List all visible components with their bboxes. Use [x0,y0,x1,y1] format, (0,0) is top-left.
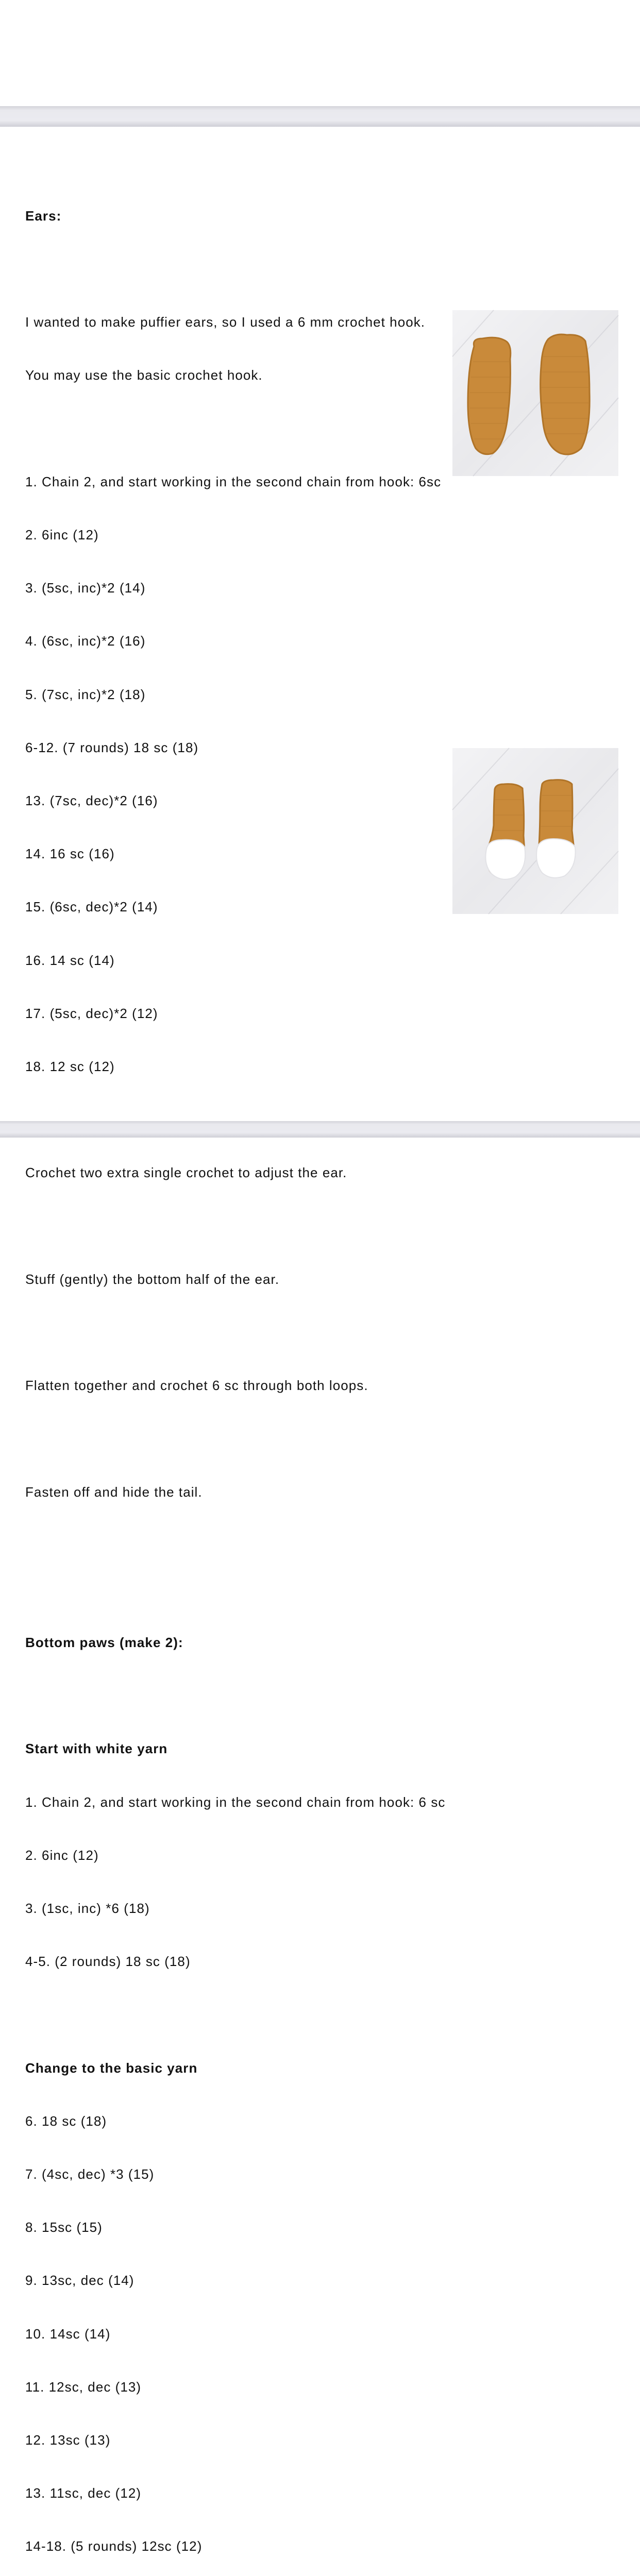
page-separator-bottom [0,1121,640,1138]
paws-change-heading: Change to the basic yarn [25,2060,198,2076]
ears-round: 5. (7sc, inc)*2 (18) [25,686,146,702]
crocheted-paws-photo [452,748,618,914]
paws-round: 13. 11sc, dec (12) [25,2485,142,2501]
paws-round: 1. Chain 2, and start working in the second chain from hook: 6 sc [25,1794,446,1810]
paws-round: 4-5. (2 rounds) 18 sc (18) [25,1954,191,1970]
paw-right-toe [536,839,575,878]
ears-round: 3. (5sc, inc)*2 (14) [25,580,146,596]
paws-round: 3. (1sc, inc) *6 (18) [25,1900,150,1916]
paws-heading: Bottom paws (make 2): [25,1634,183,1650]
paws-round: 11. 12sc, dec (13) [25,2379,142,2395]
ear-left [468,337,511,454]
paws-round: 7. (4sc, dec) *3 (15) [25,2166,155,2182]
paws-round: 10. 14sc (14) [25,2326,111,2342]
ears-round: 13. (7sc, dec)*2 (16) [25,793,158,809]
crocheted-ears-photo [452,310,618,476]
ears-round: 16. 14 sc (14) [25,952,115,968]
ears-round: 18. 12 sc (12) [25,1059,115,1075]
paws-start-heading: Start with white yarn [25,1741,168,1757]
ears-round: 2. 6inc (12) [25,527,99,543]
paws-round: 2. 6inc (12) [25,1847,99,1863]
ears-round: 15. (6sc, dec)*2 (14) [25,899,158,915]
ears-round: 4. (6sc, inc)*2 (16) [25,633,146,649]
paws-illustration [452,748,618,914]
paws-round: 14-18. (5 rounds) 12sc (12) [25,2538,203,2554]
ear-right [541,334,590,454]
ears-heading: Ears: [25,208,62,224]
paw-left-toe [485,840,525,879]
pattern-content [25,172,445,2576]
ears-note: Flatten together and crochet 6 sc through both loops. [25,1378,368,1394]
ears-note: Stuff (gently) the bottom half of the ear. [25,1271,280,1287]
page-separator-top [0,106,640,127]
ears-note: Fasten off and hide the tail. [25,1484,203,1500]
ears-note: Crochet two extra single crochet to adjust the ear. [25,1165,347,1181]
paws-round: 12. 13sc (13) [25,2432,111,2448]
paws-round: 8. 15sc (15) [25,2219,103,2235]
ears-round: 17. (5sc, dec)*2 (12) [25,1005,158,1021]
ears-round: 14. 16 sc (16) [25,846,115,862]
ears-round: 1. Chain 2, and start working in the second chain from hook: 6sc [25,473,442,489]
ears-round: 6-12. (7 rounds) 18 sc (18) [25,739,199,755]
ears-intro-line: I wanted to make puffier ears, so I used a 6 mm crochet hook. [25,314,426,330]
paws-round: 9. 13sc, dec (14) [25,2273,134,2289]
ears-intro-line: You may use the basic crochet hook. [25,367,263,383]
paws-round: 6. 18 sc (18) [25,2113,107,2129]
ears-illustration [452,310,618,476]
